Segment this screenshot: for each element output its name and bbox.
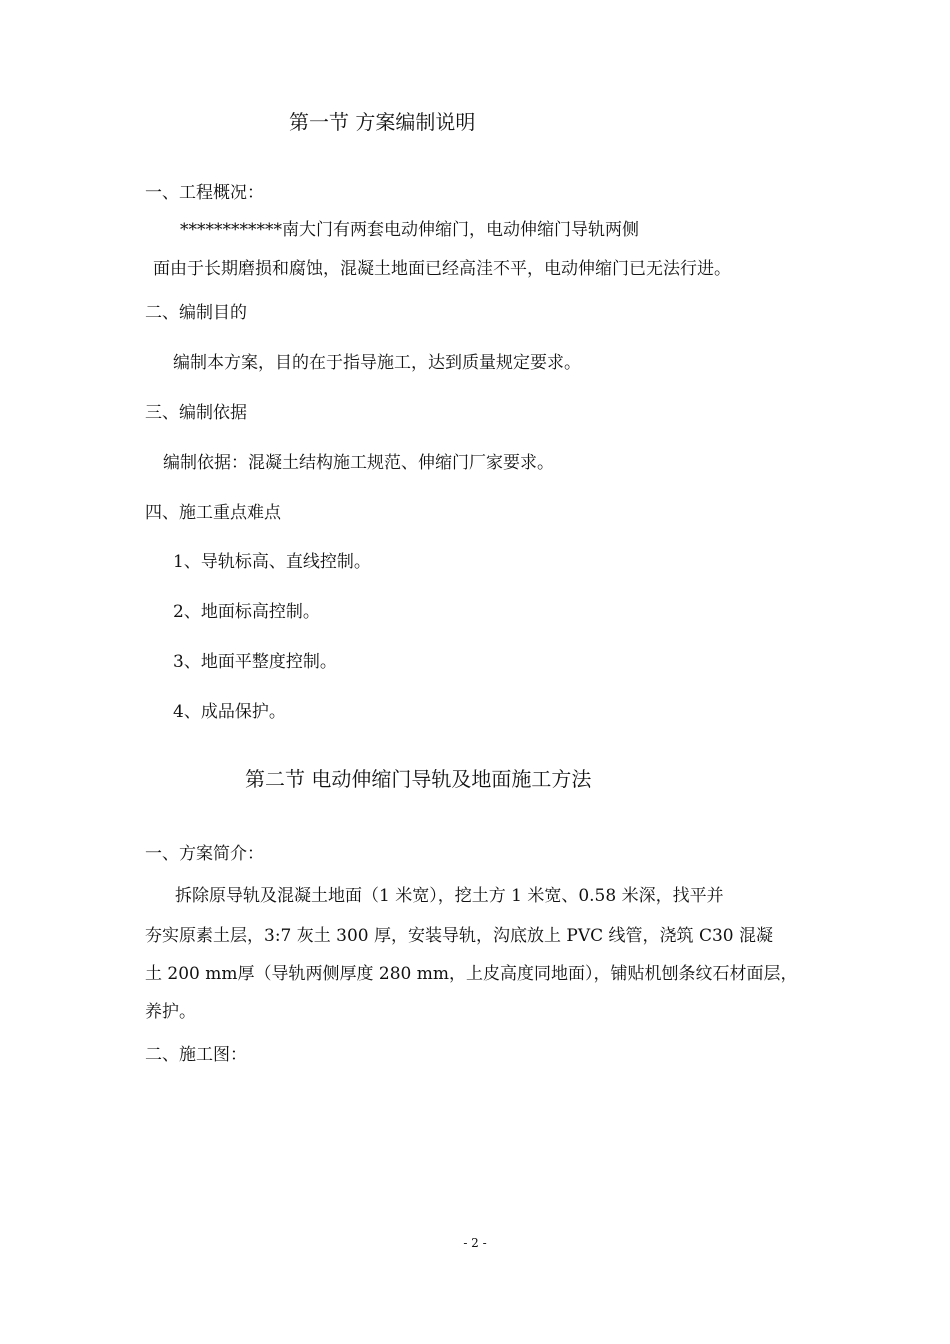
paragraph-scheme-intro-line4: 养护。 [145,1002,196,1022]
paragraph-basis: 编制依据：混凝土结构施工规范、伸缩门厂家要求。 [163,453,554,473]
paragraph-scheme-intro-line3: 土 200 mm厚（导轨两侧厚度 280 mm，上皮高度同地面），铺贴机刨条纹石材面层， [145,964,798,984]
list-item: 4、成品保护。 [173,702,286,722]
section2-title: 第二节 电动伸缩门导轨及地面施工方法 [245,767,592,791]
list-item: 2、地面标高控制。 [173,602,320,622]
list-item: 3、地面平整度控制。 [173,652,337,672]
paragraph-purpose: 编制本方案，目的在于指导施工，达到质量规定要求。 [173,353,581,373]
heading-project-overview: 一、工程概况： [145,183,264,203]
heading-basis: 三、编制依据 [145,403,247,423]
heading-purpose: 二、编制目的 [145,303,247,323]
paragraph-project-overview-line1: ************南大门有两套电动伸缩门，电动伸缩门导轨两侧 [180,220,639,240]
heading-key-points: 四、施工重点难点 [145,503,281,523]
paragraph-scheme-intro-line1: 拆除原导轨及混凝土地面（1 米宽），挖土方 1 米宽、0.58 米深，找平并 [175,886,724,906]
paragraph-project-overview-line2: 面由于长期磨损和腐蚀，混凝土地面已经高洼不平，电动伸缩门已无法行进。 [153,259,731,279]
page-number: - 2 - [463,1236,487,1250]
list-item: 1、导轨标高、直线控制。 [173,552,371,572]
section1-title: 第一节 方案编制说明 [289,110,476,134]
paragraph-scheme-intro-line2: 夯实原素土层，3:7 灰土 300 厚，安装导轨，沟底放上 PVC 线管，浇筑 C30 混凝 [145,926,773,946]
heading-scheme-intro: 一、方案简介： [145,844,264,864]
heading-construction-drawing: 二、施工图： [145,1045,247,1065]
